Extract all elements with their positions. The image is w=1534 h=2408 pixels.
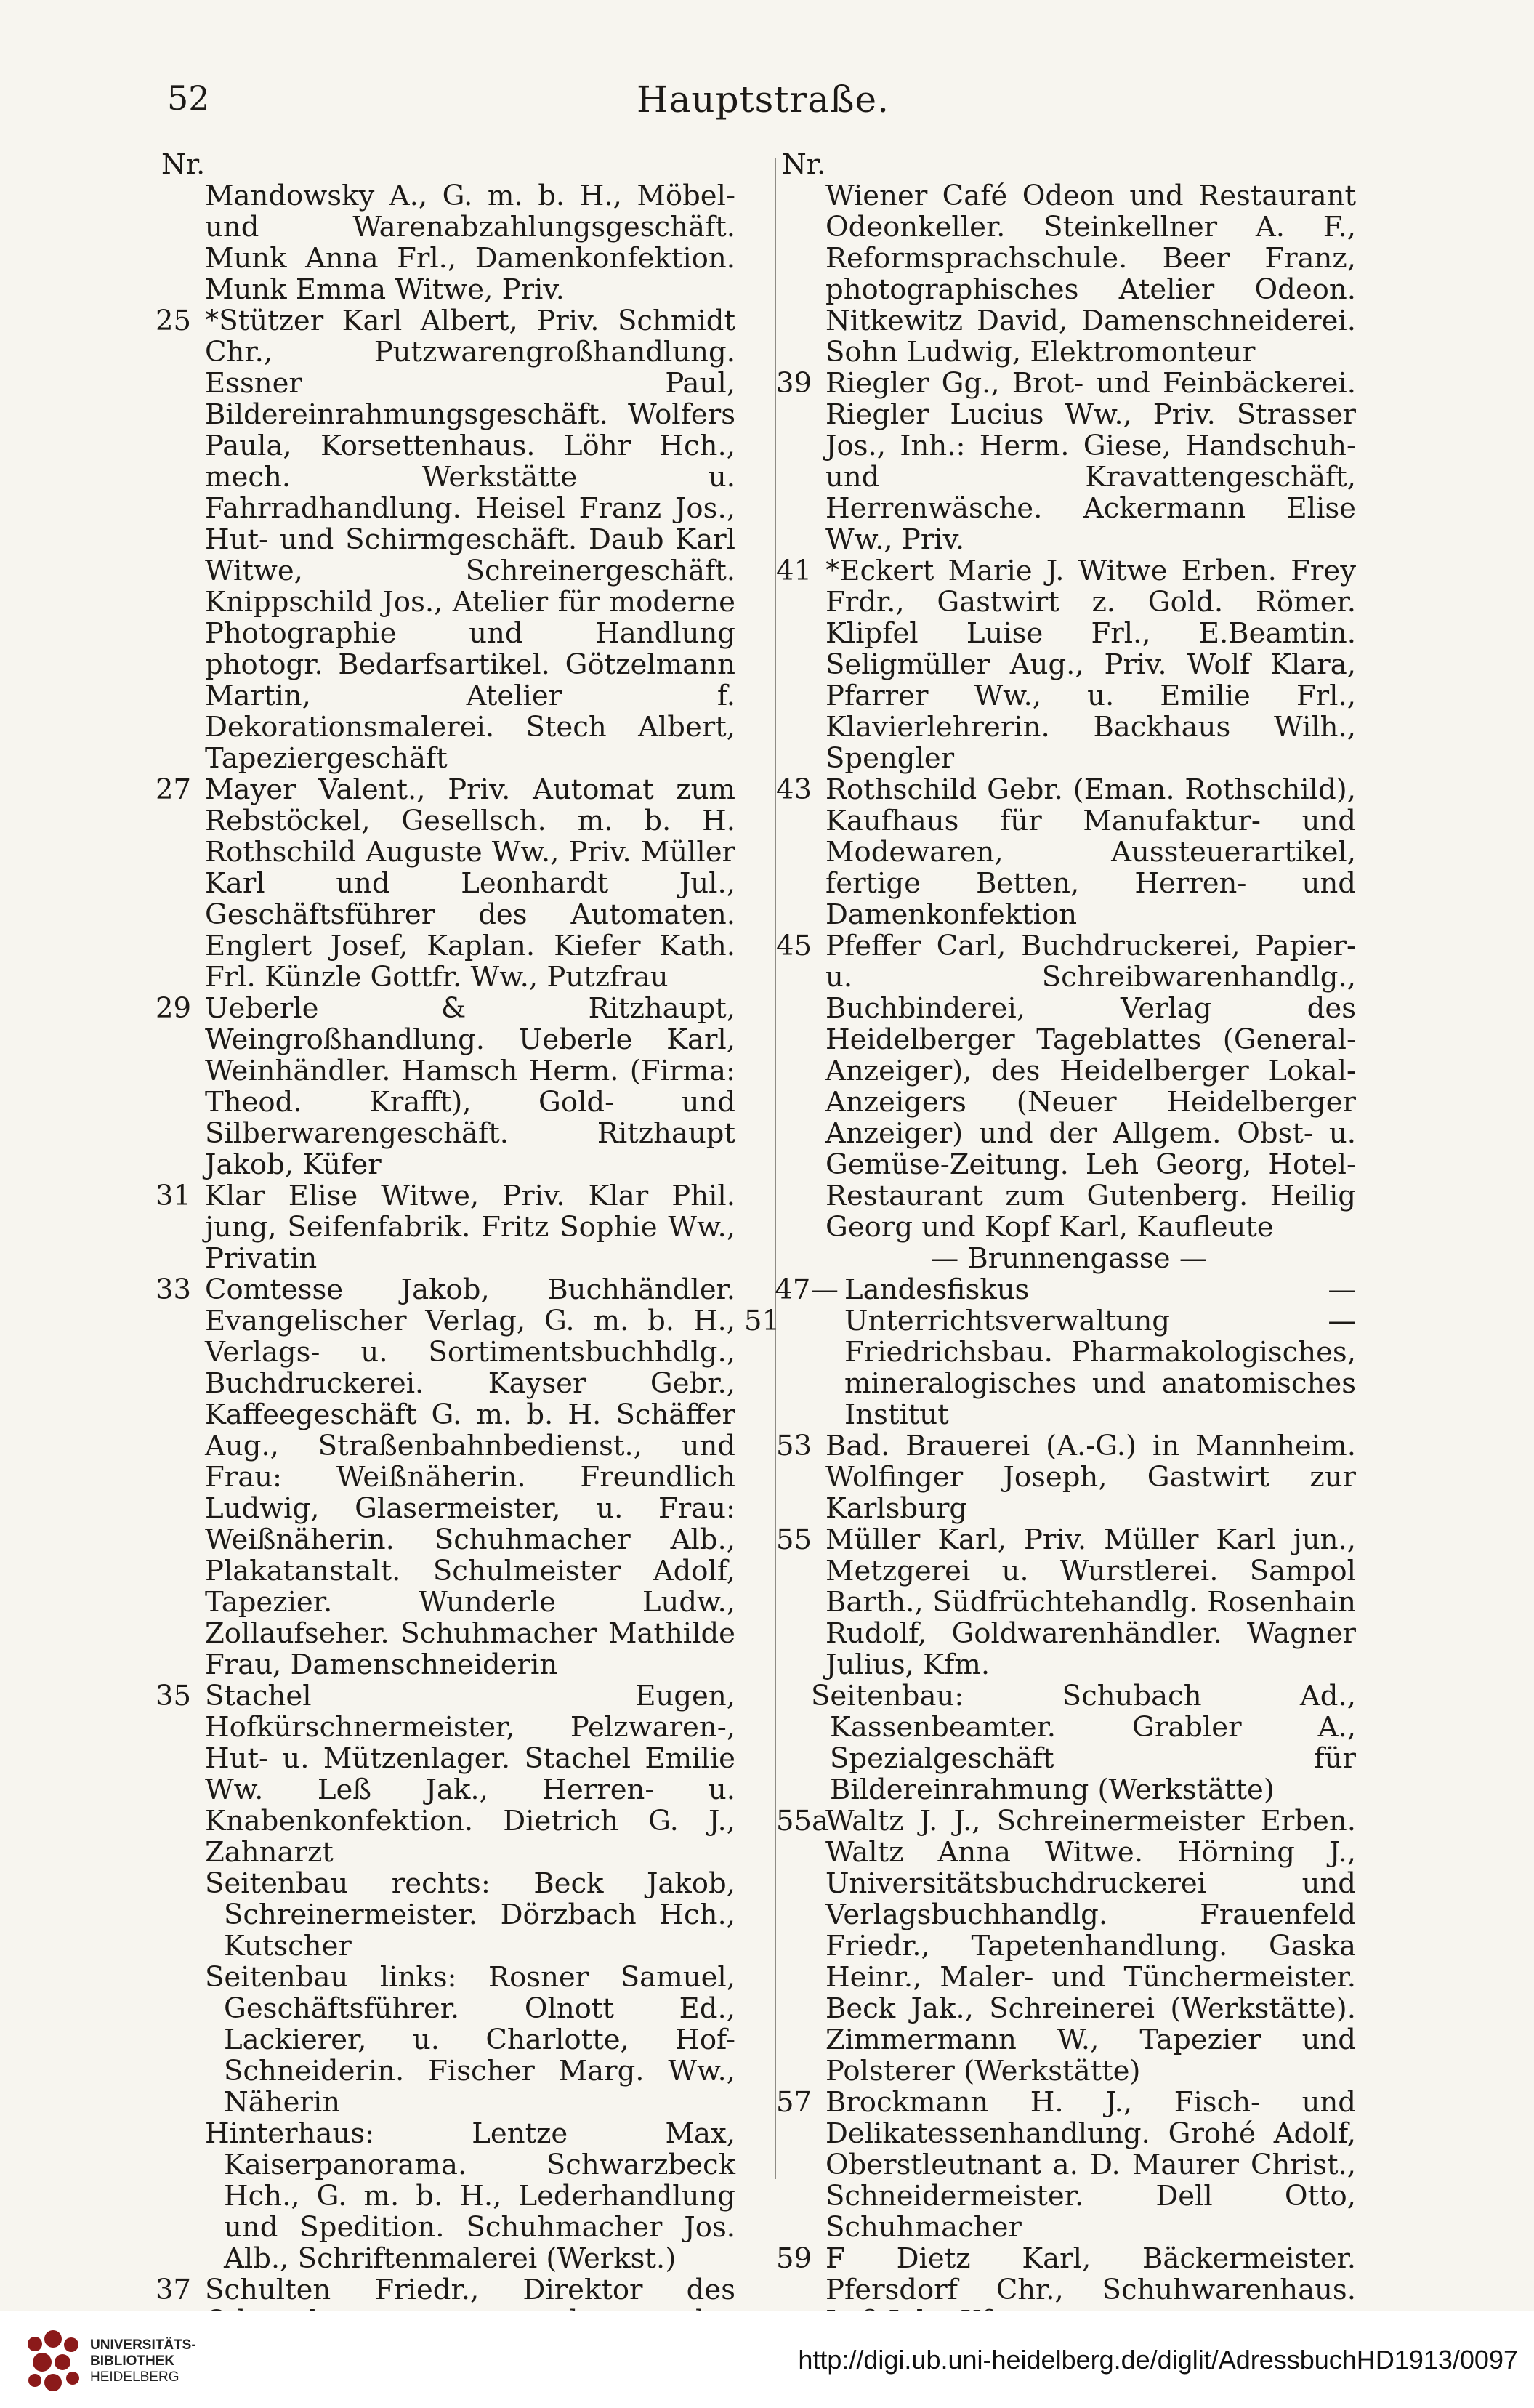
house-number: 27 <box>156 773 192 806</box>
list-item <box>782 180 1356 368</box>
house-number: 53 <box>776 1430 812 1462</box>
source-url-link[interactable]: http://digi.ub.uni-heidelberg.de/diglit/AdressbuchHD1913/0097 <box>798 2345 1518 2375</box>
entry-text: *Stützer Karl Albert, Priv. Schmidt Chr., Putzwarengroßhandlung. Essner Paul, Bildereinrahmungsgeschäft. Wolfers Paula, Korsettenhaus. Löhr Hch., mech. Werkstätte u. Fahrradhandlung. Heisel Franz Jos., Hut- und Schirmgeschäft. Daub Karl Witwe, Schreinergeschäft. Knippschild Jos., Atelier für moderne Photographie und Handlung photogr. Bedarfsartikel. Götzelmann Martin, Atelier f. Dekorationsmalerei. Stech Albert, Tapeziergeschäft <box>205 305 735 775</box>
list-item <box>156 305 735 775</box>
entry-text: Mayer Valent., Priv. Automat zum Rebstöckel, Gesellsch. m. b. H. Rothschild Auguste Ww., Priv. Müller Karl und Leonhardt Jul., Geschäftsführer des Automaten. Englert Josef, Kaplan. Kiefer Kath. Frl. Künzle Gottfr. Ww., Putzfrau <box>205 773 735 994</box>
list-item <box>776 367 1356 556</box>
house-number: 33 <box>156 1273 192 1306</box>
entry-text: Waltz J. J., Schreinermeister Erben. Waltz Anna Witwe. Hörning J., Universitätsbuchdruckerei und Verlagsbuchhandlg. Frauenfeld Friedr., Tapetenhandlung. Gaska Heinr., Maler- und Tünchermeister. Beck Jak., Schreinerei (Werkstätte). Zimmermann W., Tapezier und Polsterer (Werkstätte) <box>825 1805 1356 2087</box>
list-item <box>156 773 735 994</box>
page-header <box>167 78 1359 137</box>
entry-text: Pfeffer Carl, Buchdruckerei, Papier- u. Schreibwarenhandlg., Buchbinderei, Verlag des Heidelberger Tageblattes (General-Anzeiger), des Heidelberger Lokal-Anzeigers (Neuer Heidelberger Anzeiger) und der Allgem. Obst- u. Gemüse-Zeitung. Leh Georg, Hotel-Restaurant zum Gutenberg. Heilig Georg und Kopf Karl, Kaufleute <box>825 930 1356 1244</box>
list-item <box>156 1180 735 1275</box>
column-label: Nr. <box>161 148 206 181</box>
house-number: 55a <box>776 1805 829 1837</box>
house-number: 47—51 <box>744 1273 839 1337</box>
entry-text: Riegler Gg., Brot- und Feinbäckerei. Riegler Lucius Ww., Priv. Strasser Jos., Inh.: Herm. Giese, Handschuh- und Kravattengeschäft, Herrenwäsche. Ackermann Elise Ww., Priv. <box>825 367 1356 556</box>
entry-text: Bad. Brauerei (A.-G.) in Mannheim. Wolfinger Joseph, Gastwirt zur Karlsburg <box>825 1430 1356 1525</box>
entry-text: Rothschild Gebr. (Eman. Rothschild), Kaufhaus für Manufaktur- und Modewaren, Aussteuerartikel, fertige Betten, Herren- und Damenkonfektion <box>825 773 1356 931</box>
library-name <box>90 2337 196 2385</box>
list-item <box>161 180 735 305</box>
house-number: 29 <box>156 992 192 1025</box>
entry-text: Stachel Eugen, Hofkürschnermeister, Pelzwaren-, Hut- u. Mützenlager. Stachel Emilie Ww. Leß Jak., Herren- u. Knabenkonfektion. Dietrich G. J., Zahnarzt <box>205 1680 735 1869</box>
list-item <box>776 773 1356 931</box>
house-number: 59 <box>776 2242 812 2275</box>
library-line: UNIVERSITÄTS- <box>90 2337 196 2353</box>
entry-text: Schulten Friedr., Direktor des <box>205 2274 735 2306</box>
logo-mark <box>28 2330 79 2391</box>
house-number: 57 <box>776 2086 812 2119</box>
entry-text: F Dietz Karl, Bäckermeister. Pfersdorf Chr., Schuhwarenhaus. <box>825 2242 1356 2306</box>
sub-entry: Seitenbau: Schubach Ad., Kassenbeamter. Grabler A., Spezialgeschäft für Bildereinrahmung (Werkstätte) <box>811 1680 1356 1806</box>
list-item <box>776 2086 1356 2244</box>
list-item <box>156 1680 735 1869</box>
house-number: 25 <box>156 305 192 337</box>
entry-text: *Eckert Marie J. Witwe Erben. Frey Frdr., Gastwirt z. Gold. Römer. Klipfel Luise Frl., E.Beamtin. Seligmüller Aug., Priv. Wolf Klara, Pfarrer Ww., u. Emilie Frl., Klavierlehrerin. Backhaus Wilh., Spengler <box>825 555 1356 775</box>
house-number: 37 <box>156 2274 192 2306</box>
house-number: 55 <box>776 1523 812 1556</box>
list-item <box>776 1430 1356 1525</box>
house-number: 39 <box>776 367 812 400</box>
footer-bar <box>0 2311 1534 2408</box>
house-number: 41 <box>776 555 812 587</box>
entry-text: Müller Karl, Priv. Müller Karl jun., Metzgerei u. Wurstlerei. Sampol Barth., Südfrüchtehandlg. Rosenhain Rudolf, Goldwarenhändler. Wagner Julius, Kfm. <box>825 1523 1356 1681</box>
entry-text: Ueberle & Ritzhaupt, Weingroßhandlung. Ueberle Karl, Weinhändler. Hamsch Herm. (Firma: Theod. Krafft), Gold- und Silberwarengeschäft. Ritzhaupt Jakob, Küfer <box>205 992 735 1181</box>
entry-text: Wiener Café Odeon und Restaurant Odeonkeller. Steinkellner A. F., Reformsprachschule. Beer Franz, photographisches Atelier Odeon. Nitkewitz David, Damenschneiderei. Sohn Ludwig, Elektromonteur <box>825 180 1356 369</box>
entry-text: Comtesse Jakob, Buchhändler. Evangelischer Verlag, G. m. b. H., Verlags- u. Sortimentsbuchhdlg., Buchdruckerei. Kayser Gebr., Kaffeegeschäft G. m. b. H. Schäffer Aug., Straßenbahnbedienst., und Frau: Weißnäherin. Freundlich Ludwig, Glasermeister, u. Frau: Weißnäherin. Schuhmacher Alb., Plakatanstalt. Schulmeister Adolf, Tapezier. Wunderle Ludw., Zollaufseher. Schuhmacher Mathilde Frau, Damenschneiderin <box>205 1273 735 1681</box>
library-line: HEIDELBERG <box>90 2369 179 2385</box>
entry-text: Brockmann H. J., Fisch- und Delikatessenhandlung. Grohé Adolf, Oberstleutnant a. D. Maurer Christ., Schneidermeister. Dell Otto, Schuhmacher <box>825 2086 1356 2244</box>
column-label: Nr. <box>782 148 826 181</box>
list-item <box>156 1273 735 1681</box>
list-item <box>776 1523 1356 1681</box>
house-number: 43 <box>776 773 812 806</box>
library-line: BIBLIOTHEK <box>90 2353 175 2369</box>
list-item <box>776 555 1356 775</box>
entry-text: Klar Elise Witwe, Priv. Klar Phil. jung, Seifenfabrik. Fritz Sophie Ww., Privatin <box>205 1180 735 1275</box>
house-number: 45 <box>776 930 812 962</box>
library-logo <box>13 2319 100 2406</box>
sub-entry: Seitenbau links: Rosner Samuel, Geschäftsführer. Olnott Ed., Lackierer, u. Charlotte, Hof-Schneiderin. Fischer Marg. Ww., Näherin <box>205 1961 735 2119</box>
list-item <box>776 1805 1356 2087</box>
running-title: Hauptstraße. <box>636 78 890 121</box>
house-number: 31 <box>156 1180 192 1212</box>
sub-entry: Seitenbau rechts: Beck Jakob, Schreinermeister. Dörzbach Hch., Kutscher <box>205 1867 735 1962</box>
entry-text: Landesfiskus — Unterrichtsverwaltung — Friedrichsbau. Pharmakologisches, mineralogisches und anatomisches Institut <box>844 1273 1356 1431</box>
left-column <box>156 148 735 2368</box>
column-divider <box>775 158 776 2179</box>
list-item <box>156 992 735 1181</box>
list-item <box>776 930 1356 1244</box>
page-number: 52 <box>167 78 210 118</box>
house-number: 35 <box>156 1680 192 1712</box>
entry-text: Mandowsky A., G. m. b. H., Möbel- und Warenabzahlungsgeschäft. Munk Anna Frl., Damenkonfektion. Munk Emma Witwe, Priv. <box>205 180 735 306</box>
cross-street-heading: — Brunnengasse — <box>930 1242 1208 1275</box>
right-column <box>744 148 1356 2337</box>
list-item <box>744 1273 1356 1431</box>
sub-entry: Hinterhaus: Lentze Max, Kaiserpanorama. Schwarzbeck Hch., G. m. b. H., Lederhandlung und Spedition. Schuhmacher Jos. Alb., Schriftenmalerei (Werkst.) <box>205 2117 735 2275</box>
